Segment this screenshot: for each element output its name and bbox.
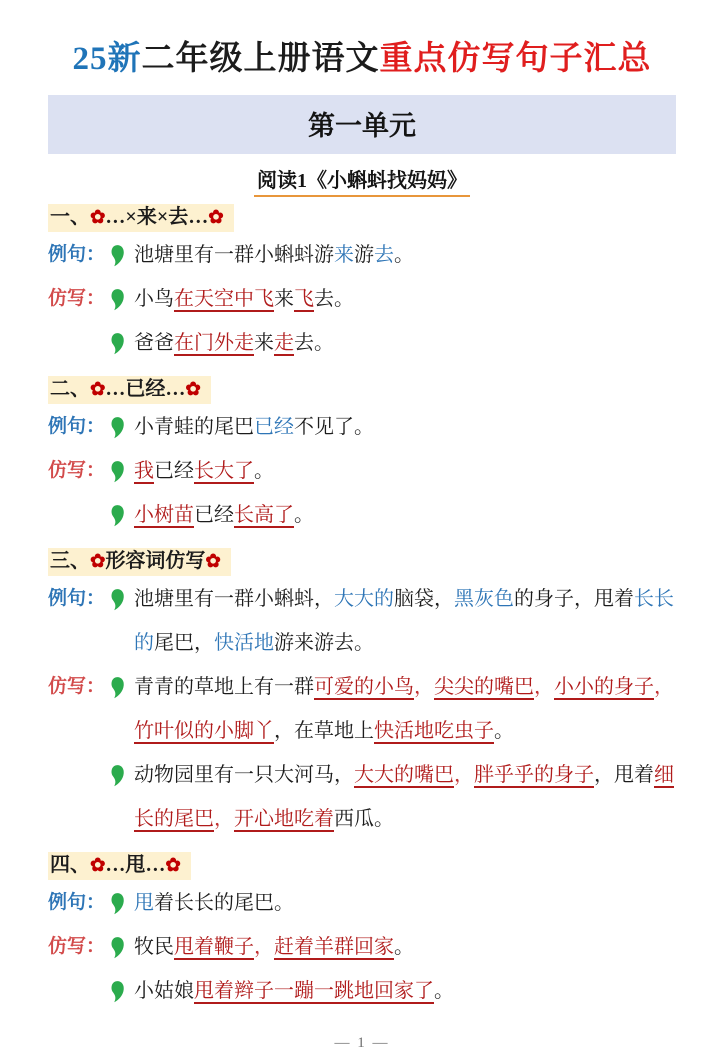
text-segment: 细长的尾巴	[134, 764, 674, 830]
leaf-bullet-icon	[110, 881, 134, 925]
section-heading-highlight	[48, 204, 234, 232]
text-segment: 甩	[134, 892, 154, 914]
text-segment: 小树苗	[134, 504, 194, 526]
text-segment: 一、	[50, 206, 90, 228]
leaf-bullet-icon	[110, 753, 134, 797]
text-segment: 已经	[154, 460, 194, 482]
text-segment: 爸爸	[134, 332, 174, 354]
example-label: 例句：	[48, 588, 106, 609]
text-segment: 来	[334, 244, 354, 266]
text-segment: 重点仿写句子汇总	[379, 41, 652, 77]
flower-icon: ✿	[90, 379, 106, 399]
text-segment: 飞	[294, 288, 314, 310]
text-segment: …×来×去…	[105, 206, 209, 228]
text-segment: 二、	[50, 378, 90, 400]
sentence-text	[134, 665, 676, 753]
text-segment: ，	[454, 764, 474, 786]
text-segment: 。	[394, 936, 414, 958]
sentence-row	[48, 881, 676, 925]
sentence-text	[134, 577, 676, 665]
text-segment: 甩着鞭子	[174, 936, 254, 958]
text-segment: 尖尖的嘴巴	[434, 676, 534, 698]
section-heading	[48, 546, 676, 576]
text-segment: ，	[534, 676, 554, 698]
text-segment: 。	[294, 504, 314, 526]
text-segment: 不见了。	[294, 416, 374, 438]
sentence-text	[134, 405, 676, 449]
flower-icon: ✿	[90, 207, 106, 227]
section	[48, 374, 676, 537]
reading-subtitle	[48, 164, 676, 193]
sentence-text	[134, 321, 676, 365]
text-segment: 已经	[194, 504, 234, 526]
text-segment: ，	[254, 936, 274, 958]
text-segment: 快活地	[214, 632, 274, 654]
sentence-row	[48, 925, 676, 969]
flower-icon: ✿	[205, 551, 221, 571]
text-segment: 去	[374, 244, 394, 266]
text-segment: 池塘里有一群小蝌蚪，	[134, 588, 334, 610]
section-heading-highlight	[48, 852, 191, 880]
example-label: 例句：	[48, 892, 106, 913]
sentence-row	[48, 321, 676, 365]
text-segment: 的身子，甩着	[514, 588, 634, 610]
text-segment: 脑袋，	[394, 588, 454, 610]
sentence-text	[134, 277, 676, 321]
text-segment: 游来游去。	[274, 632, 374, 654]
text-segment: 大大的	[334, 588, 394, 610]
text-segment: 已经	[254, 416, 294, 438]
sentence-text	[134, 493, 676, 537]
page-title	[48, 32, 676, 79]
imitate-label: 仿写：	[48, 460, 106, 481]
sentence-row	[48, 969, 676, 1013]
sections-container	[48, 202, 676, 1013]
leaf-bullet-icon	[110, 405, 134, 449]
text-segment: ，甩着	[594, 764, 654, 786]
text-segment: 青青的草地上有一群	[134, 676, 314, 698]
text-segment: 在门外走	[174, 332, 254, 354]
text-segment: 。	[254, 460, 274, 482]
text-segment: 池塘里有一群小蝌蚪游	[134, 244, 334, 266]
text-segment: 开心地吃着	[234, 808, 334, 830]
sentence-row	[48, 449, 676, 493]
text-segment: 长高了	[234, 504, 294, 526]
sentence-text	[134, 925, 676, 969]
text-segment: 。	[394, 244, 414, 266]
sentence-row	[48, 277, 676, 321]
section-heading-highlight	[48, 376, 211, 404]
text-segment: 25新	[72, 41, 142, 77]
flower-icon: ✿	[208, 207, 224, 227]
section-heading	[48, 202, 676, 232]
text-segment: 小姑娘	[134, 980, 194, 1002]
sentence-text	[134, 449, 676, 493]
leaf-bullet-icon	[110, 577, 134, 621]
example-label: 例句：	[48, 416, 106, 437]
leaf-bullet-icon	[110, 493, 134, 537]
text-segment: 长大了	[194, 460, 254, 482]
page-number: — 1 —	[334, 1035, 390, 1051]
text-segment: …甩…	[105, 854, 166, 876]
text-segment: 竹叶似的小脚丫	[134, 720, 274, 742]
text-segment: ，在草地上	[274, 720, 374, 742]
text-segment: ，	[414, 676, 434, 698]
section	[48, 202, 676, 365]
sentence-text	[134, 233, 676, 277]
imitate-label: 仿写：	[48, 288, 106, 309]
text-segment: 四、	[50, 854, 90, 876]
text-segment: 动物园里有一只大河马，	[134, 764, 354, 786]
flower-icon: ✿	[90, 855, 106, 875]
text-segment: 胖乎乎的身子	[474, 764, 594, 786]
sentence-row	[48, 753, 676, 841]
unit-banner	[48, 95, 676, 154]
section-heading	[48, 374, 676, 404]
leaf-bullet-icon	[110, 321, 134, 365]
text-segment: 来	[274, 288, 294, 310]
leaf-bullet-icon	[110, 277, 134, 321]
text-segment: 尾巴，	[154, 632, 214, 654]
sentence-row	[48, 665, 676, 753]
example-label: 例句：	[48, 244, 106, 265]
section	[48, 850, 676, 1013]
text-segment: 快活地吃虫子	[374, 720, 494, 742]
text-segment: ，	[654, 676, 674, 698]
text-segment: 二年级上册语文	[141, 41, 380, 77]
sentence-row	[48, 577, 676, 665]
section-heading	[48, 850, 676, 880]
text-segment: 。	[434, 980, 454, 1002]
text-segment: 在天空中飞	[174, 288, 274, 310]
imitate-label: 仿写：	[48, 936, 106, 957]
text-segment: 赶着羊群回家	[274, 936, 394, 958]
unit-banner-label: 第一单元	[308, 111, 416, 141]
sentence-text	[134, 969, 676, 1013]
sentence-row	[48, 233, 676, 277]
sentence-text	[134, 881, 676, 925]
leaf-bullet-icon	[110, 233, 134, 277]
text-segment: 可爱的小鸟	[314, 676, 414, 698]
sentence-row	[48, 493, 676, 537]
text-segment: 牧民	[134, 936, 174, 958]
text-segment: 我	[134, 460, 154, 482]
reading-subtitle-label: 阅读1《小蝌蚪找妈妈》	[254, 170, 470, 197]
text-segment: 游	[354, 244, 374, 266]
text-segment: 小小的身子	[554, 676, 654, 698]
text-segment: ，	[214, 808, 234, 830]
text-segment: 。	[494, 720, 514, 742]
text-segment: 小鸟	[134, 288, 174, 310]
leaf-bullet-icon	[110, 665, 134, 709]
text-segment: 大大的嘴巴	[354, 764, 454, 786]
text-segment: 去。	[294, 332, 334, 354]
flower-icon: ✿	[165, 855, 181, 875]
text-segment: 形容词仿写	[105, 550, 206, 572]
sentence-row	[48, 405, 676, 449]
flower-icon: ✿	[90, 551, 106, 571]
text-segment: 着长长的尾巴。	[154, 892, 294, 914]
section	[48, 546, 676, 841]
leaf-bullet-icon	[110, 969, 134, 1013]
text-segment: 走	[274, 332, 294, 354]
text-segment: 小青蛙的尾巴	[134, 416, 254, 438]
imitate-label: 仿写：	[48, 676, 106, 697]
text-segment: 西瓜。	[334, 808, 394, 830]
text-segment: 黑灰色	[454, 588, 514, 610]
text-segment: 去。	[314, 288, 354, 310]
leaf-bullet-icon	[110, 925, 134, 969]
text-segment: 来	[254, 332, 274, 354]
text-segment: 甩着辫子一蹦一跳地回家了	[194, 980, 434, 1002]
text-segment: …已经…	[105, 378, 186, 400]
leaf-bullet-icon	[110, 449, 134, 493]
text-segment: 三、	[50, 550, 90, 572]
text-segment: 长长的	[134, 588, 674, 654]
section-heading-highlight	[48, 548, 231, 576]
flower-icon: ✿	[185, 379, 201, 399]
sentence-text	[134, 753, 676, 841]
